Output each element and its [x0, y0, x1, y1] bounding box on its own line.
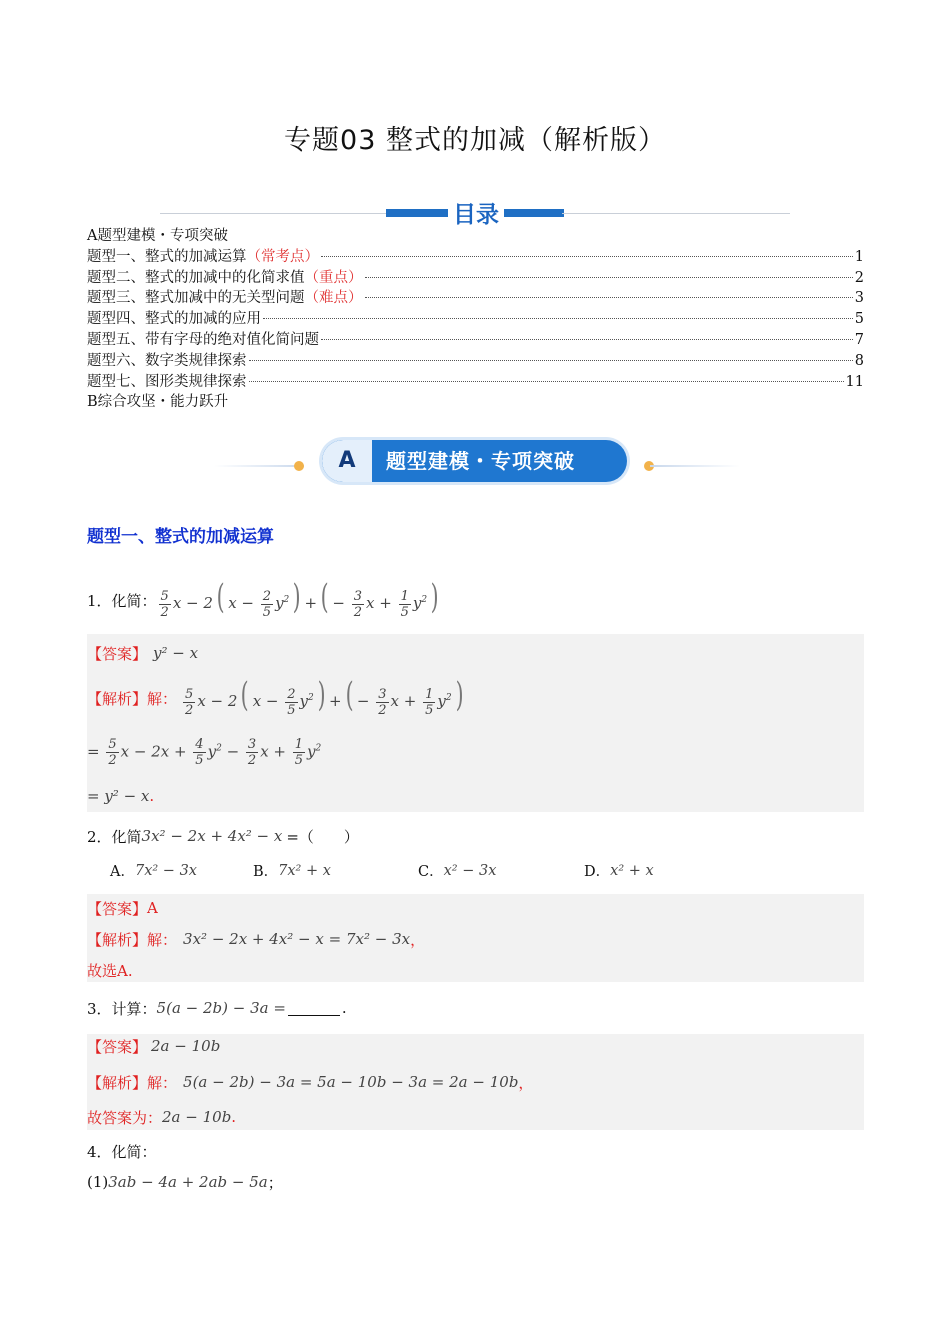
answer-line	[87, 1034, 220, 1058]
analysis-end: ，	[518, 1073, 534, 1092]
toc-divider-left	[160, 213, 388, 214]
banner-dot-left	[294, 461, 304, 471]
option-key: D．	[584, 864, 611, 880]
page-title: 专题03 整式的加减（解析版）	[284, 125, 666, 156]
question-1	[87, 578, 442, 622]
option-value: 7x² + x	[278, 862, 331, 879]
toc-header	[0, 196, 950, 230]
analysis-lead: 解：	[147, 930, 178, 949]
toc-divider-right	[562, 213, 790, 214]
option-d[interactable]	[584, 860, 654, 881]
question-4-label: 4．化简：	[87, 1142, 157, 1161]
analysis-expression: 5(a − 2b) − 3a = 5a − 10b − 3a = 2a − 10b	[183, 1073, 519, 1091]
table-of-contents	[87, 226, 864, 413]
toc-leader-dots	[365, 297, 853, 298]
analysis-line	[87, 1070, 533, 1094]
toc-page-number: 1	[854, 248, 864, 265]
toc-entry[interactable]	[87, 268, 864, 289]
question-2-label: 2．化简	[87, 827, 142, 846]
analysis-expression: 3x² − 2x + 4x² − x = 7x² − 3x	[183, 930, 411, 948]
toc-bar-left	[386, 209, 448, 217]
question-2-tail: =（ ）	[286, 827, 359, 846]
toc-entry[interactable]	[87, 288, 864, 309]
analysis-step	[87, 732, 321, 772]
toc-heading: 目录	[453, 202, 499, 228]
answer-tag: 【答案】	[87, 899, 148, 918]
question-3-expression: 5(a − 2b) − 3a =	[156, 999, 286, 1017]
analysis-lead: 解：	[147, 1073, 178, 1092]
conclusion-lead: 故答案为：	[87, 1108, 163, 1127]
toc-entry-label: 题型二、整式的加减中的化简求值	[87, 269, 305, 286]
question-1-expression: $\frac{5}{2}$ x − 2 ( x − $\frac{2}{5}$ $y^2$ ) + ( − $\frac{3}{2}$ x + $\frac{1}{5}$ $y^2$ )	[160, 577, 439, 620]
option-value: x² + x	[610, 862, 654, 879]
question-3-end: .	[341, 999, 347, 1017]
option-a[interactable]	[110, 860, 197, 881]
answer-value: A	[147, 899, 158, 917]
answer-value: y² − x	[153, 644, 199, 662]
banner-line-right	[650, 465, 740, 467]
conclusion-expression: 2a − 10b	[162, 1108, 232, 1126]
toc-entry-tag: （重点）	[304, 269, 363, 286]
question-1-label: 1．化简：	[87, 591, 157, 610]
analysis-tag: 【解析】	[87, 689, 148, 708]
question-2	[87, 823, 359, 849]
toc-page-number: 5	[854, 311, 864, 328]
answer-tag: 【答案】	[87, 644, 148, 663]
conclusion-line	[87, 1105, 236, 1129]
option-key: C．	[418, 864, 444, 880]
toc-entry-label: 题型三、整式加减中的无关型问题	[87, 290, 305, 307]
toc-entry[interactable]	[87, 309, 864, 330]
toc-entry[interactable]	[87, 392, 864, 413]
answer-line	[87, 896, 158, 920]
question-3-solution	[87, 1034, 864, 1130]
analysis-step-expression: = $\frac{5}{2}$ x − 2x + $\frac{4}{5}$ $y^2$ − $\frac{3}{2}$ x + $\frac{1}{5}$ $y^2$	[87, 736, 322, 768]
section-banner	[0, 438, 950, 486]
question-4-part-1	[87, 1170, 283, 1194]
toc-entry[interactable]	[87, 372, 864, 393]
toc-entry-label: 题型七、图形类规律探索	[87, 373, 247, 390]
question-2-solution	[87, 894, 864, 982]
toc-bar-right	[504, 209, 564, 217]
toc-leader-dots	[321, 256, 853, 257]
toc-page-number: 7	[854, 331, 864, 348]
toc-page-number: 8	[854, 352, 864, 369]
option-c[interactable]	[418, 860, 496, 881]
answer-value: 2a − 10b	[151, 1037, 221, 1055]
conclusion-line	[87, 958, 133, 982]
option-value: x² − 3x	[443, 862, 497, 879]
answer-tag: 【答案】	[87, 1037, 148, 1056]
question-3	[87, 995, 347, 1021]
analysis-end: ，	[410, 930, 426, 949]
analysis-result-expression: = y² − x	[87, 787, 150, 805]
question-2-expression: 3x² − 2x + 4x² − x	[141, 827, 283, 845]
toc-entry-tag: （常考点）	[246, 248, 319, 265]
conclusion-text: 故选A.	[87, 961, 133, 980]
part-end: ；	[267, 1173, 283, 1192]
analysis-tag: 【解析】	[87, 930, 148, 949]
toc-entry-label: 题型五、带有字母的绝对值化简问题	[87, 331, 319, 348]
toc-page-number: 11	[845, 373, 864, 390]
toc-entry-label: 题型一、整式的加减运算	[87, 248, 247, 265]
toc-page-number: 3	[854, 290, 864, 307]
banner-line-left	[214, 465, 304, 467]
part-number: (1)	[87, 1173, 109, 1191]
question-4	[87, 1139, 157, 1163]
toc-leader-dots	[249, 360, 853, 361]
toc-entry[interactable]	[87, 351, 864, 372]
question-1-solution	[87, 634, 864, 812]
option-key: B．	[253, 864, 279, 880]
question-3-label: 3．计算：	[87, 999, 157, 1018]
conclusion-end: .	[231, 1108, 237, 1126]
toc-entry[interactable]	[87, 226, 864, 247]
toc-entry-label: B综合攻坚・能力跃升	[87, 394, 229, 411]
toc-entry-label: A题型建模・专项突破	[87, 228, 228, 244]
option-key: A．	[110, 864, 135, 880]
option-b[interactable]	[253, 860, 331, 881]
answer-line	[87, 640, 198, 666]
toc-entry-label: 题型六、数字类规律探索	[87, 352, 247, 369]
toc-entry-tag: （难点）	[304, 290, 363, 307]
banner-text: 题型建模・专项突破	[386, 449, 575, 473]
toc-page-number: 2	[854, 269, 864, 286]
part-expression: 3ab − 4a + 2ab − 5a	[108, 1173, 268, 1191]
toc-entry[interactable]	[87, 330, 864, 351]
banner-pill	[322, 440, 627, 482]
toc-entry[interactable]	[87, 247, 864, 268]
banner-letter: A	[322, 440, 372, 482]
toc-leader-dots	[263, 318, 853, 319]
toc-leader-dots	[321, 339, 853, 340]
analysis-tag: 【解析】	[87, 1073, 148, 1092]
answer-blank[interactable]	[288, 1001, 340, 1016]
toc-leader-dots	[249, 381, 844, 382]
analysis-result-end: .	[149, 787, 155, 805]
analysis-expression: $\frac{5}{2}$ x − 2 ( x − $\frac{2}{5}$ $y^2$ ) + ( − $\frac{3}{2}$ x + $\frac{1}{5}$ $y^2$ )	[185, 675, 464, 718]
analysis-line	[87, 676, 467, 720]
toc-leader-dots	[365, 277, 853, 278]
section-title: 题型一、整式的加减运算	[87, 527, 274, 547]
analysis-result	[87, 784, 154, 808]
toc-entry-label: 题型四、整式的加减的应用	[87, 311, 261, 328]
option-value: 7x² − 3x	[134, 862, 197, 879]
analysis-line	[87, 927, 425, 951]
analysis-lead: 解：	[147, 689, 178, 708]
